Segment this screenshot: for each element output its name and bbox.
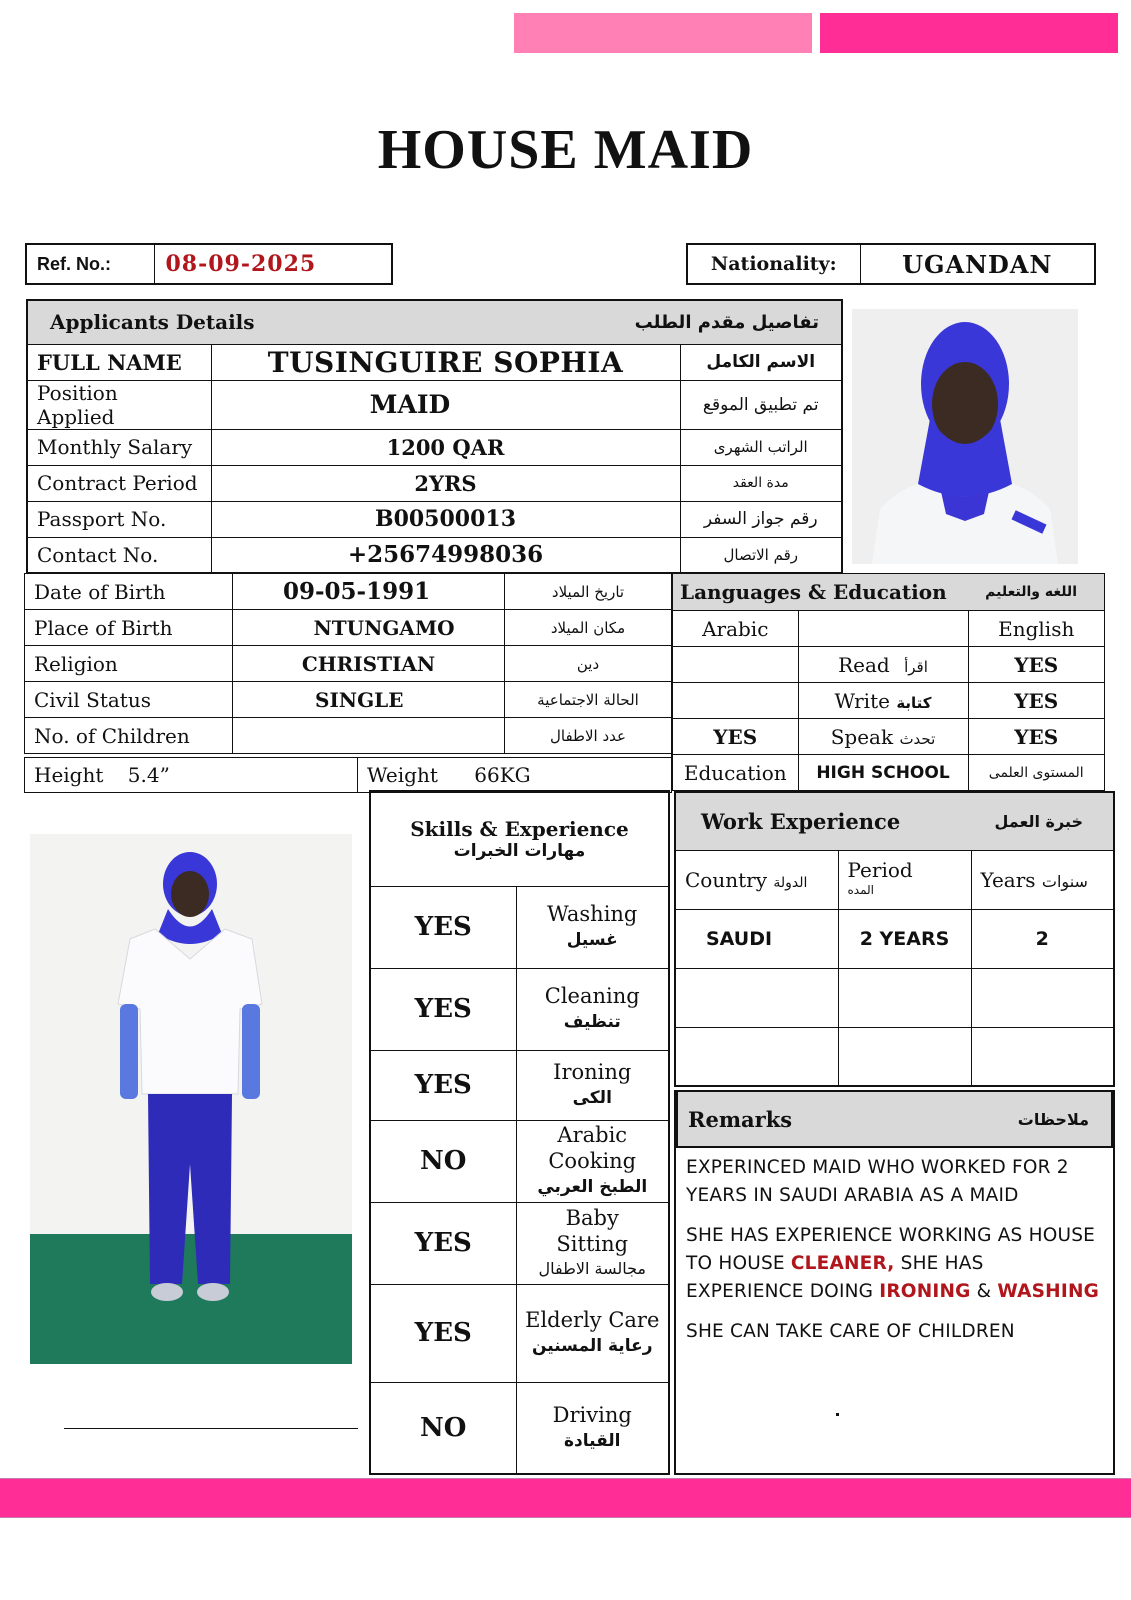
religion-value: CHRISTIAN — [233, 646, 505, 682]
skill-value: YES — [370, 968, 516, 1050]
header-accent-bar-dark — [820, 13, 1118, 53]
col-period-ar: المده — [847, 882, 875, 897]
skill-label — [516, 1202, 669, 1284]
table-row — [27, 501, 842, 537]
write-arabic — [672, 683, 798, 719]
read-label-ar: اقرأ — [904, 657, 928, 676]
pob-value: NTUNGAMO — [233, 610, 505, 646]
pob-label: Place of Birth — [25, 610, 233, 646]
remarks-highlight-washing: WASHING — [997, 1281, 1100, 1302]
weight-label: Weight — [367, 763, 438, 787]
salary-value: 1200 QAR — [211, 429, 680, 465]
remarks-text-span: SHE HAS EXPERIENCE DOING — [686, 1253, 984, 1302]
page-title: HOUSE MAID — [377, 119, 754, 181]
skill-value: NO — [370, 1120, 516, 1202]
read-label — [798, 647, 968, 683]
skill-label — [516, 1120, 669, 1202]
contract-label: Contract Period — [27, 465, 211, 501]
table-row — [25, 682, 672, 718]
col-english: English — [968, 611, 1105, 647]
skill-value: YES — [370, 1050, 516, 1120]
position-value: MAID — [211, 380, 680, 429]
work-period: 2 YEARS — [838, 909, 971, 968]
skill-label-en: Cleaning — [544, 984, 640, 1008]
col-country — [675, 850, 838, 909]
work-years — [971, 1027, 1114, 1086]
languages-title-ar: اللغه والتعليم — [985, 584, 1077, 600]
table-row — [672, 755, 1105, 791]
weight-value: 66KG — [474, 763, 531, 787]
remarks-paragraph-2 — [686, 1222, 1103, 1306]
contact-label: Contact No. — [27, 537, 211, 573]
skill-value: YES — [370, 1284, 516, 1382]
table-row — [27, 465, 842, 501]
skill-label — [516, 968, 669, 1050]
table-row — [27, 344, 842, 380]
skill-label-ar: الطبخ العربي — [537, 1177, 648, 1197]
table-row — [672, 611, 1105, 647]
skill-label-ar: تنظيف — [563, 1012, 621, 1032]
signature-line — [64, 1428, 358, 1429]
height-cell — [25, 758, 358, 793]
full-name-value: TUSINGUIRE SOPHIA — [211, 344, 680, 380]
write-label — [798, 683, 968, 719]
remarks-highlight-cleaner: CLEANER, — [790, 1253, 895, 1274]
position-label-ar: تم تطبيق الموقع — [680, 380, 842, 429]
stray-dot — [836, 1413, 839, 1416]
full-name-label-ar: الاسم الكامل — [680, 344, 842, 380]
table-row — [25, 718, 672, 754]
skill-row — [370, 1050, 669, 1120]
skill-value: YES — [370, 886, 516, 968]
col-country-ar: الدولة — [773, 874, 808, 891]
work-experience-table — [674, 791, 1115, 1087]
remarks-text — [676, 1148, 1113, 1364]
work-years — [971, 968, 1114, 1027]
skills-title-ar: مهارات الخبرات — [453, 840, 586, 861]
work-country — [675, 1027, 838, 1086]
skill-row — [370, 1284, 669, 1382]
col-arabic: Arabic — [672, 611, 798, 647]
skill-row — [370, 968, 669, 1050]
skill-row — [370, 1202, 669, 1284]
work-title: Work Experience — [701, 808, 901, 834]
col-blank — [798, 611, 968, 647]
remarks-title-ar: ملاحظات — [1017, 1109, 1089, 1129]
nationality-box — [686, 243, 1096, 285]
passport-label: Passport No. — [27, 501, 211, 537]
education-label: Education — [672, 755, 798, 791]
speak-label-en: Speak — [830, 724, 894, 749]
speak-label-ar: تحدث — [899, 729, 936, 748]
skill-label-ar: الكى — [572, 1088, 612, 1108]
remarks-paragraph-3: SHE CAN TAKE CARE OF CHILDREN — [686, 1321, 1015, 1342]
skill-label-ar: غسيل — [566, 930, 618, 950]
applicant-details-title: Applicants Details — [50, 310, 255, 335]
salary-label: Monthly Salary — [27, 429, 211, 465]
skill-row — [370, 1382, 669, 1474]
skill-label — [516, 1284, 669, 1382]
contract-value: 2YRS — [211, 465, 680, 501]
table-row — [27, 380, 842, 429]
dob-label: Date of Birth — [25, 574, 233, 610]
col-period-en: Period — [847, 857, 913, 882]
table-row — [675, 1027, 1114, 1086]
remarks-text-span: SHE HAS EXPERIENCE WORKING AS HOUSE TO HOUSE — [686, 1225, 1096, 1274]
skill-label — [516, 1050, 669, 1120]
work-title-ar: خبرة العمل — [994, 811, 1083, 831]
skills-title: Skills & Experience — [410, 816, 629, 841]
languages-title: Languages & Education — [680, 580, 947, 604]
speak-arabic: YES — [672, 719, 798, 755]
work-header-row — [675, 850, 1114, 909]
skill-label-en: Driving — [552, 1402, 632, 1427]
speak-english: YES — [968, 719, 1105, 755]
applicant-full-body-photo — [30, 834, 352, 1364]
speak-label — [798, 719, 968, 755]
height-value: 5.4” — [127, 763, 170, 787]
table-row — [672, 719, 1105, 755]
work-years: 2 — [971, 909, 1114, 968]
read-label-en: Read — [838, 652, 890, 677]
table-row — [672, 683, 1105, 719]
civil-status-label: Civil Status — [25, 682, 233, 718]
nationality-value: UGANDAN — [860, 244, 1095, 284]
table-row — [27, 429, 842, 465]
applicant-details-header — [27, 300, 842, 344]
applicant-portrait-photo — [852, 309, 1078, 564]
work-header — [675, 792, 1114, 850]
table-row — [675, 909, 1114, 968]
full-body-illustration — [30, 834, 352, 1364]
work-country — [675, 968, 838, 1027]
dob-label-ar: تاريخ الميلاد — [505, 574, 672, 610]
civil-status-label-ar: الحالة الاجتماعية — [505, 682, 672, 718]
write-label-ar: كتابة — [896, 693, 932, 712]
skills-header — [370, 791, 669, 886]
read-arabic — [672, 647, 798, 683]
remarks-section — [674, 1090, 1115, 1475]
skill-label-en: Washing — [547, 902, 638, 926]
table-row — [25, 646, 672, 682]
col-country-en: Country — [685, 867, 768, 892]
skill-label-en: Elderly Care — [525, 1308, 660, 1332]
write-label-en: Write — [834, 688, 890, 713]
remarks-header — [676, 1090, 1113, 1148]
remarks-title: Remarks — [688, 1106, 793, 1132]
header-accent-bar-light — [514, 13, 812, 53]
skill-label-ar: القيادة — [563, 1430, 621, 1451]
contact-label-ar: رقم الاتصال — [680, 537, 842, 573]
salary-label-ar: الراتب الشهرى — [680, 429, 842, 465]
table-row — [27, 537, 842, 573]
remarks-highlight-ironing: IRONING — [879, 1281, 971, 1302]
table-row — [672, 647, 1105, 683]
contact-value: +25674998036 — [211, 537, 680, 573]
skill-label-en: Baby Sitting — [556, 1206, 629, 1256]
skill-value: NO — [370, 1382, 516, 1474]
remarks-text-span: & — [970, 1281, 998, 1302]
children-value — [233, 718, 505, 754]
ref-label: Ref. No.: — [26, 244, 154, 284]
col-period — [838, 850, 971, 909]
height-weight-table — [24, 757, 672, 793]
portrait-illustration — [852, 309, 1078, 564]
skill-row — [370, 1120, 669, 1202]
skill-label — [516, 886, 669, 968]
height-label: Height — [34, 763, 104, 787]
children-label: No. of Children — [25, 718, 233, 754]
skill-label-en: Arabic Cooking — [548, 1123, 637, 1173]
nationality-label: Nationality: — [687, 244, 860, 284]
ref-value: 08-09-2025 — [154, 244, 392, 284]
languages-education-table — [671, 573, 1105, 791]
col-years-en: Years — [980, 867, 1036, 892]
work-country: SAUDI — [675, 909, 838, 968]
dob-value: 09-05-1991 — [233, 574, 505, 610]
read-english: YES — [968, 647, 1105, 683]
skill-label — [516, 1382, 669, 1474]
pob-label-ar: مكان الميلاد — [505, 610, 672, 646]
skill-row — [370, 886, 669, 968]
skill-label-ar: رعاية المسنين — [532, 1336, 653, 1356]
skill-label-en: Ironing — [553, 1060, 632, 1084]
skill-label-ar: مجالسة الاطفال — [538, 1259, 646, 1278]
skills-experience-table — [369, 790, 670, 1475]
passport-value: B00500013 — [211, 501, 680, 537]
civil-status-value: SINGLE — [233, 682, 505, 718]
children-label-ar: عدد الاطفال — [505, 718, 672, 754]
write-english: YES — [968, 683, 1105, 719]
col-years — [971, 850, 1114, 909]
table-row — [25, 610, 672, 646]
table-row — [25, 574, 672, 610]
col-years-ar: سنوات — [1041, 871, 1088, 891]
contract-label-ar: مدة العقد — [680, 465, 842, 501]
passport-label-ar: رقم جواز السفر — [680, 501, 842, 537]
work-period — [838, 1027, 971, 1086]
table-row — [675, 968, 1114, 1027]
work-period — [838, 968, 971, 1027]
ref-number-box — [25, 243, 393, 285]
religion-label-ar: دين — [505, 646, 672, 682]
education-label-ar: المستوى العلمى — [968, 755, 1105, 791]
education-value: HIGH SCHOOL — [798, 755, 968, 791]
applicant-details-title-ar: تفاصيل مقدم الطلب — [634, 311, 819, 333]
weight-cell — [358, 758, 672, 793]
skill-value: YES — [370, 1202, 516, 1284]
personal-details-table — [24, 573, 672, 754]
footer-accent-bar — [0, 1478, 1131, 1518]
full-name-label: FULL NAME — [27, 344, 211, 380]
applicant-details-table — [26, 299, 843, 574]
languages-header — [672, 574, 1105, 611]
position-label: Position Applied — [27, 380, 211, 429]
religion-label: Religion — [25, 646, 233, 682]
remarks-paragraph-1: EXPERINCED MAID WHO WORKED FOR 2 YEARS IN SAUDI ARABIA AS A MAID — [686, 1157, 1069, 1206]
